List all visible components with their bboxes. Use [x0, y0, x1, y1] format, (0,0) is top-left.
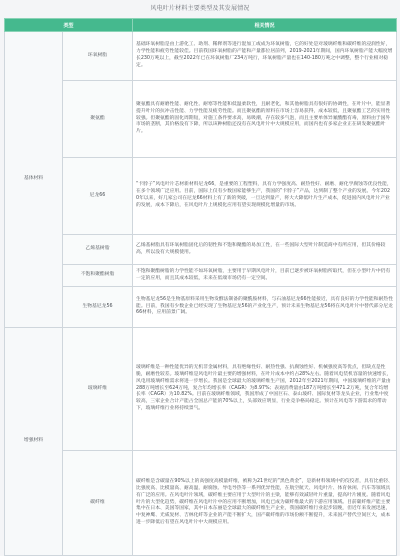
material-name: 生物基尼龙56	[63, 287, 133, 328]
table-row	[5, 81, 397, 158]
material-name: 乙烯基树脂	[63, 235, 133, 265]
material-desc: 聚氨酯具有耐磨性能、耐化性、耐寒等性能和低温柔软性，且耐老化，和其他树脂具有很好的协调性，在叶片中，能显著提升叶片的抗冲击性能、力学性能及疲劳性能。而且聚氨酯的原料在市场上容易获得，成本较低，且聚氨酯工艺的实用性较强。但聚氨酯的固化周期短，对施工条件要求高，易吸潮，存在较多气泡，而且主要单体异氰酸酯有毒，原料由于国外市场的垄断，其价格没有下降，所以该种树脂还没有在风电叶片中大规模应用，而国内也有多家企业正在研发聚氨酯叶片。	[133, 81, 397, 158]
table-row	[5, 451, 397, 556]
table-row	[5, 328, 397, 451]
header-details: 相关情况	[133, 19, 397, 32]
table-row	[5, 235, 397, 265]
material-name: 玻璃纤维	[63, 328, 133, 451]
document-title: 风电叶片材料主要类型及其发展情况	[150, 5, 250, 12]
material-name: 碳纤维	[63, 451, 133, 556]
category-reinforce: 增强材料	[5, 328, 63, 556]
header-type: 类型	[5, 19, 133, 32]
material-desc: 乙烯基树脂具有环氧树脂固化后的韧性和不饱和聚酯的易加工性，在一些国际大型叶片制造商中有所应用，但其价格较高，所以没有大规模使用。	[133, 235, 397, 265]
materials-table	[4, 18, 397, 556]
material-name: 环氧树脂	[63, 32, 133, 81]
table-row	[5, 265, 397, 287]
table-row	[5, 32, 397, 81]
material-name: 尼龙66	[63, 158, 133, 235]
material-desc: 碳纤维是含碳量在90%以上的高强度高模量纤维，被称为21世纪的“黑色黄金”，是新材料领域中的佼佼者，具有比重轻、比强度高、比模量高、耐高温、耐腐蚀、导电导热等一系列优异性能，在航空航天、风电叶片、体育休闲、汽车等领域具有广泛的应用。在风电叶片领域，碳纤维主要应用于大型叶片的主梁，能够有效减轻叶片重量，提高叶片刚度。随着风电叶片的大型化趋势，碳纤维在风电叶片中的应用不断增加，风电已成为碳纤维最大的下游应用领域。目前碳纤维产能主要集中在日本、美国等国家，其中日本东丽是全球最大的碳纤维生产企业，我国碳纤维行业起步较晚，但近年来发展迅速，中复神鹰、光威复材、吉林化纤等企业的产能不断扩大，国产碳纤维的市场份额不断提升，未来国产替代空间巨大，成本进一步降低后有望在风电叶片中大规模应用。	[133, 451, 397, 556]
table-row	[5, 287, 397, 328]
material-name: 聚氨酯	[63, 81, 133, 158]
table-row	[5, 158, 397, 235]
material-desc: “卡脖子”风电叶片芯材新材料尼龙66，是重要的工程塑料，具有力学强度高、耐热性好、耐磨、耐化学腐蚀等优良性能，在多个领域广泛应用。目前，国际上仅有少数国家能够生产，我国的“卡脖子”产品，达到制了整个产业的发展。今年2020年以来，好几家公司在尼龙66材料上有了新的突破，一旦达到量产，将大大降低叶片生产成本，促进国内风电叶片产业的发展，成本下降后，在风电叶片上规模化应用有望实现规模化增量的市场。	[133, 158, 397, 235]
material-name: 不饱和聚酯树脂	[63, 265, 133, 287]
material-desc: 玻璃纤维是一种性能优异的无机非金属材料，具有绝缘性好、耐热性强、抗腐蚀性好、机械强度高等优点，但缺点是性脆，耐磨性较差。玻璃纤维是风电叶片最主要的增强材料，在叶片成本中约占28%左右。随着风电装机容量的快速增长，风电用玻璃纤维需求将进一步增长。我国是全球最大的玻璃纤维生产国，2012年至2021年期间，中国玻璃纤维的产量由288万吨增长至624万吨，复合年均增长率（CAGR）为8.97%；表观消费量由187万吨增长至471.2万吨，复合年均增长率（CAGR）为10.82%。目前在玻璃纤维领域，我国形成了中国巨石、泰山玻纤、国际复材等龙头企业，行业集中度较高，三家企业合计产能占全国总产能的70%以上，头部效应明显，行业竞争格局稳定。预计在风电等下游需求的带动下，玻璃纤维行业将持续景气。	[133, 328, 397, 451]
material-desc: 基础环氧树脂是由上游化工、助剂、稀释剂等进行混加工或成为环氧树脂，它的好处是对玻璃纤维和碳纤维的浸润性好，力学性能和疲劳性能较佳。目前我国环氧树脂的产能和产量都位居前列，2019-2021年期间，国内环氧树脂产能大幅度增长230万吨以上，截至2022年已在环氧树脂厂234万吨行，环氧树脂产量也在140-180万吨之中调整，整个行业相对稳定。	[133, 32, 397, 81]
material-desc: 生物基尼龙56是生物基原料采用生物发酵法制备的聚酰胺材料，与石油基尼龙66性能接近，具有良好的力学性能和耐热性能。目前，我国有少数企业已经实现了生物基尼龙56的产业化生产，预计未来生物基尼龙56将在风电叶片中替代部分尼龙66材料，应用前景广阔。	[133, 287, 397, 328]
table-header-row	[5, 19, 397, 32]
category-matrix: 基体材料	[5, 32, 63, 328]
material-desc: 不饱和聚酯树脂的力学性能不如环氧树脂，主要用于早期风电叶片，目前已逐步被环氧树脂所取代，但在小型叶片中仍有一定的应用，而且其成本较低，未来在低端市场仍有一定空间。	[133, 265, 397, 287]
